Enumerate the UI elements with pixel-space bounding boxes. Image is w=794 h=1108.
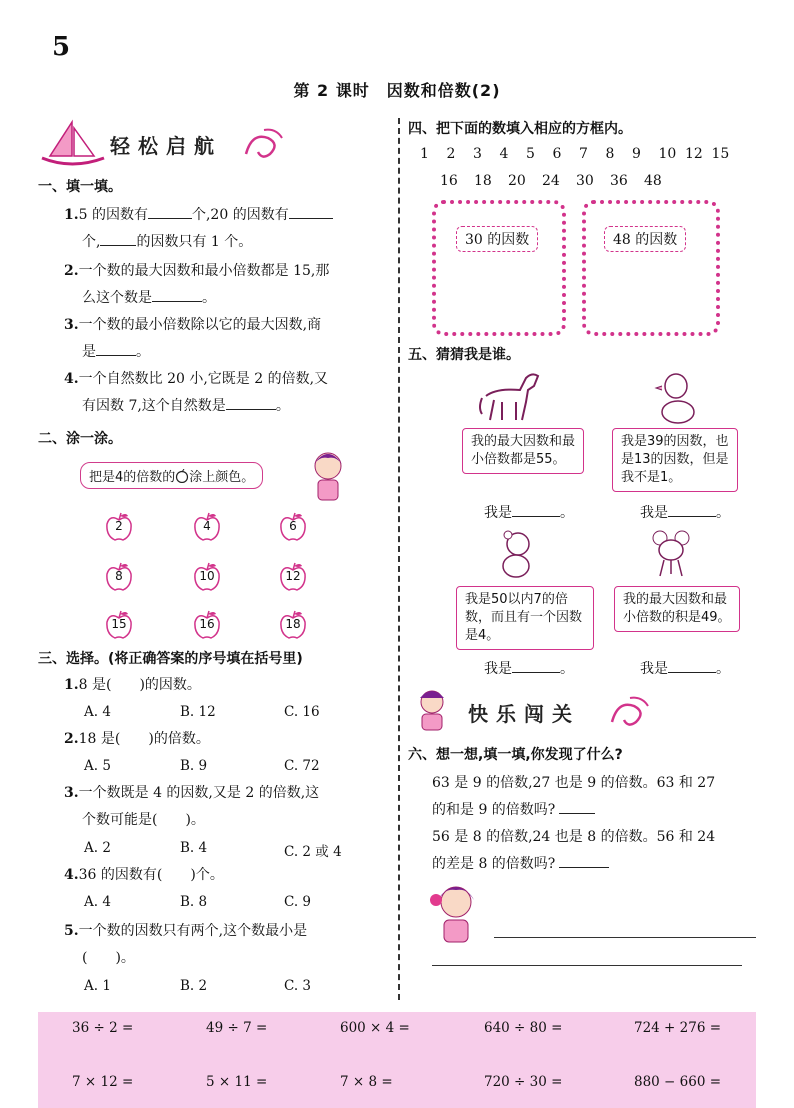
option-a[interactable]: A. 4 bbox=[84, 894, 111, 910]
option-a[interactable]: A. 5 bbox=[84, 758, 111, 774]
q-text: 8 是( )的因数。 bbox=[78, 677, 201, 693]
q-number: 4. bbox=[64, 371, 79, 387]
q-text: 个,20 的因数有 bbox=[191, 207, 289, 223]
answer-blank[interactable] bbox=[559, 867, 609, 868]
question-3-5 bbox=[64, 918, 394, 972]
apple-grid bbox=[104, 512, 324, 642]
section-2-heading: 二、涂一涂。 bbox=[38, 431, 122, 447]
option-c[interactable]: C. 2 或 4 bbox=[284, 844, 342, 860]
section-1-heading: 一、填一填。 bbox=[38, 179, 122, 195]
calc-item[interactable]: 7 × 8 = bbox=[340, 1074, 393, 1090]
answer-blank[interactable] bbox=[512, 672, 560, 673]
apple-number: 12 bbox=[285, 569, 301, 583]
option-c[interactable]: C. 9 bbox=[284, 894, 312, 910]
calc-item[interactable]: 5 × 11 = bbox=[206, 1074, 268, 1090]
question-6-1 bbox=[432, 770, 762, 824]
question-6-2 bbox=[432, 824, 762, 878]
apple-item[interactable] bbox=[278, 512, 308, 542]
q-text: 36 的因数有( )个。 bbox=[78, 867, 224, 883]
q-text: 的因数只有 1 个。 bbox=[136, 234, 253, 250]
answer-blank[interactable] bbox=[96, 355, 136, 356]
guess-answer-3: 我是 。 bbox=[484, 661, 574, 677]
answer-blank[interactable] bbox=[512, 516, 560, 517]
q-text: 一个数既是 4 的因数,又是 2 的倍数,这 bbox=[78, 785, 320, 801]
riddle-2: 我是39的因数，也是13的因数，但是我不是1。 bbox=[612, 428, 738, 492]
number-row-2 bbox=[440, 173, 720, 193]
number-item: 3 bbox=[473, 146, 482, 162]
box-48-factors[interactable] bbox=[582, 200, 720, 336]
answer-blank[interactable] bbox=[289, 218, 333, 219]
question-1-4 bbox=[64, 366, 394, 420]
number-item: 9 bbox=[632, 146, 641, 162]
box-label: 48 的因数 bbox=[604, 226, 686, 252]
swirl-icon bbox=[240, 124, 286, 164]
number-item: 6 bbox=[552, 146, 562, 162]
q-number: 4. bbox=[64, 867, 79, 883]
q-text: 一个数的因数只有两个,这个数最小是 bbox=[78, 923, 308, 939]
girl-writing-icon bbox=[428, 880, 488, 944]
column-divider bbox=[398, 118, 400, 1000]
q-text: 的差是 8 的倍数吗? bbox=[432, 856, 556, 872]
q-number: 3. bbox=[64, 317, 79, 333]
calc-item[interactable]: 640 ÷ 80 = bbox=[484, 1020, 563, 1036]
q-text: 。 bbox=[202, 290, 216, 306]
option-a[interactable]: A. 4 bbox=[84, 704, 111, 720]
calc-item[interactable]: 720 ÷ 30 = bbox=[484, 1074, 563, 1090]
apple-item[interactable] bbox=[192, 610, 222, 640]
section-3-heading: 三、选择。(将正确答案的序号填在括号里) bbox=[38, 651, 303, 667]
option-b[interactable]: B. 2 bbox=[180, 978, 208, 994]
guess-answer-1: 我是 。 bbox=[484, 505, 574, 521]
option-c[interactable]: C. 72 bbox=[284, 758, 320, 774]
bubble-text: 涂上颜色。 bbox=[189, 470, 255, 485]
apple-item[interactable] bbox=[104, 512, 134, 542]
number-item: 24 bbox=[542, 173, 560, 189]
sailboat-icon bbox=[38, 118, 108, 168]
question-3-4 bbox=[64, 862, 224, 889]
option-b[interactable]: B. 12 bbox=[180, 704, 216, 720]
q-number: 1. bbox=[64, 677, 79, 693]
answer-label: 我是 bbox=[640, 505, 668, 521]
apple-number: 15 bbox=[111, 617, 127, 631]
q-text: ( )。 bbox=[82, 950, 135, 966]
option-b[interactable]: B. 9 bbox=[180, 758, 208, 774]
number-item: 4 bbox=[499, 146, 509, 162]
q-text: 么这个数是 bbox=[82, 290, 152, 306]
q-number: 2. bbox=[64, 263, 79, 279]
option-a[interactable]: A. 1 bbox=[84, 978, 111, 994]
number-item: 48 bbox=[644, 173, 662, 189]
apple-number: 10 bbox=[199, 569, 215, 583]
banner-easy-text: 轻松启航 bbox=[110, 134, 222, 158]
number-item: 1 bbox=[420, 146, 429, 162]
apple-item[interactable] bbox=[278, 610, 308, 640]
apple-number: 4 bbox=[203, 519, 211, 533]
question-1-3 bbox=[64, 312, 394, 366]
number-item: 8 bbox=[605, 146, 615, 162]
q-text: 一个自然数比 20 小,它既是 2 的倍数,又 bbox=[78, 371, 329, 387]
q-text: 有因数 7,这个自然数是 bbox=[82, 398, 226, 414]
riddle-1: 我的最大因数和最小倍数都是55。 bbox=[462, 428, 584, 474]
q-text: 。 bbox=[136, 344, 150, 360]
option-b[interactable]: B. 8 bbox=[180, 894, 208, 910]
answer-blank[interactable] bbox=[559, 813, 595, 814]
apple-item[interactable] bbox=[104, 562, 134, 592]
q-text: 18 是( )的倍数。 bbox=[78, 731, 210, 747]
calc-item[interactable]: 7 × 12 = bbox=[72, 1074, 134, 1090]
apple-item[interactable] bbox=[192, 512, 222, 542]
page-number: 5 bbox=[52, 32, 71, 62]
calc-item[interactable]: 724 + 276 = bbox=[634, 1020, 722, 1036]
number-item: 20 bbox=[508, 173, 526, 189]
answer-blank[interactable] bbox=[100, 245, 136, 246]
number-item: 12 bbox=[685, 146, 703, 162]
calc-item[interactable]: 880 − 660 = bbox=[634, 1074, 722, 1090]
swirl-icon bbox=[606, 692, 652, 732]
q-text: 的和是 9 的倍数吗? bbox=[432, 802, 556, 818]
calc-item[interactable]: 36 ÷ 2 = bbox=[72, 1020, 134, 1036]
q-text: 63 是 9 的倍数,27 也是 9 的倍数。63 和 27 bbox=[432, 775, 716, 791]
box-30-factors[interactable] bbox=[432, 200, 566, 336]
number-item: 16 bbox=[440, 173, 458, 189]
banner-easy bbox=[38, 118, 288, 168]
apple-item[interactable] bbox=[278, 562, 308, 592]
banner-happy-text: 快乐闯关 bbox=[468, 702, 580, 726]
question-3-1 bbox=[64, 672, 201, 699]
answer-blank[interactable] bbox=[668, 516, 716, 517]
question-3-2 bbox=[64, 726, 210, 753]
q-text: 5 的因数有 bbox=[78, 207, 148, 223]
number-item: 7 bbox=[579, 146, 588, 162]
apple-number: 8 bbox=[115, 569, 123, 583]
answer-label: 我是 bbox=[484, 661, 512, 677]
number-item: 5 bbox=[526, 146, 535, 162]
section-6-heading: 六、想一想,填一填,你发现了什么? bbox=[408, 747, 623, 763]
option-c[interactable]: C. 3 bbox=[284, 978, 312, 994]
number-item: 10 bbox=[658, 146, 677, 162]
q-text: 56 是 8 的倍数,24 也是 8 的倍数。56 和 24 bbox=[432, 829, 716, 845]
q-text: 一个数的最大因数和最小倍数都是 15,那 bbox=[78, 263, 330, 279]
q-text: 。 bbox=[275, 398, 290, 414]
number-item: 15 bbox=[711, 146, 730, 162]
answer-blank[interactable] bbox=[152, 301, 202, 302]
answer-blank[interactable] bbox=[226, 409, 276, 410]
q-text: 一个数的最小倍数除以它的最大因数,商 bbox=[78, 317, 322, 333]
girl-icon bbox=[306, 448, 350, 504]
option-a[interactable]: A. 2 bbox=[84, 840, 111, 856]
lesson-title: 第 2 课时 因数和倍数(2) bbox=[293, 81, 501, 100]
riddle-4: 我的最大因数和最小倍数的积是49。 bbox=[614, 586, 740, 632]
guess-answer-2: 我是 。 bbox=[640, 505, 730, 521]
banner-happy bbox=[408, 686, 658, 734]
number-item: 2 bbox=[446, 146, 456, 162]
number-item: 36 bbox=[610, 173, 628, 189]
apple-number: 2 bbox=[115, 519, 123, 533]
bubble-text: 把是4的倍数的 bbox=[89, 470, 176, 485]
box-label: 30 的因数 bbox=[456, 226, 538, 252]
apple-number: 16 bbox=[199, 617, 215, 631]
q-text: 个, bbox=[82, 234, 101, 250]
answer-label: 我是 bbox=[640, 661, 668, 677]
option-c[interactable]: C. 16 bbox=[284, 704, 320, 720]
instruction-bubble bbox=[80, 462, 263, 489]
writing-line-2[interactable] bbox=[432, 965, 742, 966]
question-1-2 bbox=[64, 258, 394, 312]
calc-item[interactable]: 49 ÷ 7 = bbox=[206, 1020, 268, 1036]
guess-answer-4: 我是 。 bbox=[640, 661, 730, 677]
mouse-icon bbox=[646, 528, 696, 580]
question-3-3 bbox=[64, 780, 394, 834]
writing-line-1[interactable] bbox=[494, 937, 756, 938]
apple-number: 18 bbox=[285, 617, 301, 631]
option-b[interactable]: B. 4 bbox=[180, 840, 208, 856]
riddle-3: 我是50以内7的倍数，而且有一个因数是4。 bbox=[456, 586, 594, 650]
child-icon bbox=[408, 686, 460, 734]
answer-blank[interactable] bbox=[148, 218, 192, 219]
number-row-1 bbox=[420, 146, 770, 166]
section-4-heading: 四、把下面的数填入相应的方框内。 bbox=[408, 121, 632, 137]
horse-icon bbox=[476, 368, 546, 424]
q-number: 2. bbox=[64, 731, 79, 747]
q-number: 1. bbox=[64, 207, 79, 223]
number-item: 30 bbox=[576, 173, 594, 189]
apple-item[interactable] bbox=[104, 610, 134, 640]
duck-icon bbox=[654, 370, 700, 426]
calc-grid bbox=[38, 1012, 756, 1108]
q-text: 个数可能是( )。 bbox=[82, 812, 205, 828]
section-5-heading: 五、猜猜我是谁。 bbox=[408, 347, 520, 363]
bear-icon bbox=[494, 528, 540, 580]
apple-number: 6 bbox=[289, 519, 297, 533]
calc-item[interactable]: 600 × 4 = bbox=[340, 1020, 410, 1036]
answer-label: 我是 bbox=[484, 505, 512, 521]
q-text: 是 bbox=[82, 344, 96, 360]
question-1-1 bbox=[64, 202, 394, 256]
q-number: 5. bbox=[64, 923, 79, 939]
apple-item[interactable] bbox=[192, 562, 222, 592]
apple-icon bbox=[175, 469, 189, 483]
q-number: 3. bbox=[64, 785, 79, 801]
number-item: 18 bbox=[474, 173, 492, 189]
answer-blank[interactable] bbox=[668, 672, 716, 673]
